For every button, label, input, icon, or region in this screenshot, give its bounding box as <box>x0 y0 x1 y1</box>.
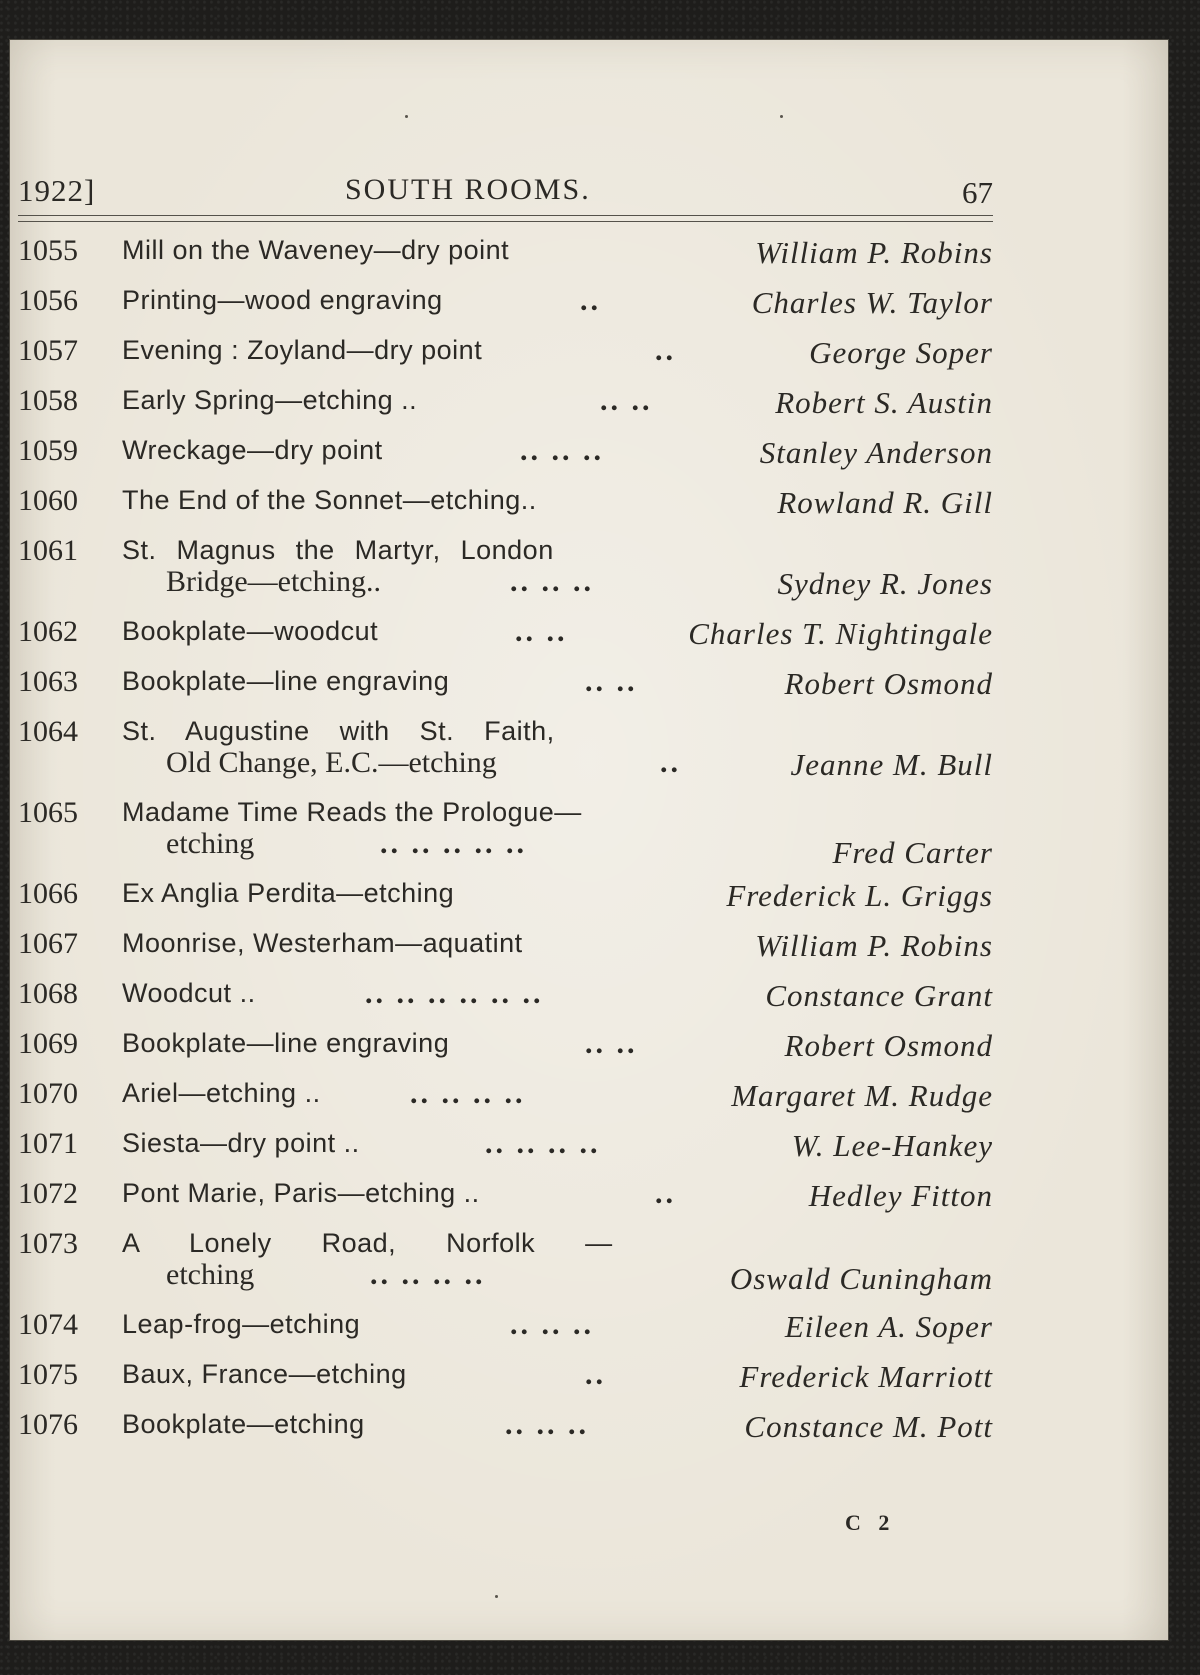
entry-title: St. Magnus the Martyr, London <box>122 535 554 565</box>
entry-title: Moonrise, Westerham—aquatint <box>122 928 523 958</box>
entry-number: 1076 <box>18 1408 78 1441</box>
entry-artist: Robert Osmond <box>784 1028 993 1063</box>
entry-artist: Margaret M. Rudge <box>731 1078 993 1113</box>
header-year: 1922] <box>18 173 96 208</box>
page-number: 67 <box>962 175 993 210</box>
entry-title: A Lonely Road, Norfolk — <box>122 1228 613 1258</box>
catalogue-entry <box>10 1027 995 1063</box>
entry-title: The End of the Sonnet—etching.. <box>122 485 537 515</box>
catalogue-entry <box>10 1227 995 1296</box>
ink-speck <box>405 115 408 118</box>
entry-title: Baux, France—etching <box>122 1359 407 1389</box>
entry-title-continuation: etching <box>166 1258 255 1291</box>
catalogue-entry <box>10 927 995 963</box>
entry-number: 1070 <box>18 1077 78 1110</box>
entry-number: 1071 <box>18 1127 78 1160</box>
leader-dots: .. .. <box>585 1027 638 1060</box>
entry-number: 1072 <box>18 1177 78 1210</box>
entry-number: 1055 <box>18 234 78 267</box>
catalogue-entry <box>10 1408 995 1444</box>
catalogue-entry <box>10 796 995 870</box>
entry-title-continuation: etching <box>166 827 255 860</box>
leader-dots: .. .. .. .. <box>370 1258 486 1291</box>
entry-title: Pont Marie, Paris—etching .. <box>122 1178 480 1208</box>
entry-artist: Oswald Cuningham <box>729 1261 993 1296</box>
header-rule-top <box>18 215 993 216</box>
catalogue-entry <box>10 484 995 520</box>
ink-speck <box>495 1595 498 1598</box>
entry-number: 1068 <box>18 977 78 1010</box>
leader-dots: .. .. <box>600 384 653 417</box>
entry-artist: W. Lee-Hankey <box>791 1128 993 1163</box>
entry-number: 1064 <box>18 715 78 748</box>
entry-artist: William P. Robins <box>755 928 993 963</box>
entry-title: Early Spring—etching .. <box>122 385 418 415</box>
leader-dots: .. .. <box>515 615 568 648</box>
entry-artist: George Soper <box>809 335 993 370</box>
leader-dots: .. .. .. <box>505 1408 589 1441</box>
header-rule-bottom <box>18 221 993 222</box>
signature-mark: C 2 <box>845 1510 896 1535</box>
catalogue-entry <box>10 434 995 470</box>
catalogue-entry <box>10 334 995 370</box>
entry-artist: Robert S. Austin <box>775 385 993 420</box>
catalogue-entry <box>10 1077 995 1113</box>
catalogue-entry <box>10 284 995 320</box>
leader-dots: .. <box>580 284 601 317</box>
leader-dots: .. .. .. .. <box>485 1127 601 1160</box>
catalogue-entry <box>10 1127 995 1163</box>
entry-title: Mill on the Waveney—dry point <box>122 235 510 265</box>
entry-artist: Eileen A. Soper <box>784 1309 993 1344</box>
entry-number: 1062 <box>18 615 78 648</box>
entry-artist: William P. Robins <box>755 235 993 270</box>
entry-number: 1056 <box>18 284 78 317</box>
entry-number: 1057 <box>18 334 78 367</box>
entry-artist: Rowland R. Gill <box>777 485 993 520</box>
entry-number: 1063 <box>18 665 78 698</box>
leader-dots: .. .. .. .. .. .. <box>365 977 544 1010</box>
entry-title: St. Augustine with St. Faith, <box>122 716 555 746</box>
leader-dots: .. .. .. .. .. <box>380 827 527 860</box>
catalogue-entry <box>10 384 995 420</box>
catalogue-entry <box>10 534 995 601</box>
leader-dots: .. .. .. <box>520 434 604 467</box>
entry-title: Siesta—dry point .. <box>122 1128 360 1158</box>
entry-artist: Sydney R. Jones <box>777 566 993 601</box>
catalogue-entry <box>10 877 995 913</box>
catalogue-entry <box>10 615 995 651</box>
entry-title: Bookplate—line engraving <box>122 1028 450 1058</box>
entry-number: 1066 <box>18 877 78 910</box>
entry-title: Wreckage—dry point <box>122 435 383 465</box>
leader-dots: .. <box>585 1358 606 1391</box>
entry-title: Bookplate—etching <box>122 1409 365 1439</box>
entry-artist: Jeanne M. Bull <box>790 747 993 782</box>
entry-title-continuation: Bridge—etching.. <box>166 565 381 598</box>
entry-title: Printing—wood engraving <box>122 285 443 315</box>
entry-artist: Constance Grant <box>765 978 993 1013</box>
entry-title: Bookplate—line engraving <box>122 666 450 696</box>
catalogue-entry <box>10 977 995 1013</box>
entry-title: Leap-frog—etching <box>122 1309 361 1339</box>
entry-title-continuation: Old Change, E.C.—etching <box>166 746 497 779</box>
entry-number: 1061 <box>18 534 78 567</box>
catalogue-list <box>10 235 995 1459</box>
entry-number: 1065 <box>18 796 78 829</box>
entry-title: Ariel—etching .. <box>122 1078 321 1108</box>
entry-number: 1069 <box>18 1027 78 1060</box>
running-header <box>10 165 995 215</box>
entry-number: 1073 <box>18 1227 78 1260</box>
entry-number: 1074 <box>18 1308 78 1341</box>
page-title: SOUTH ROOMS. <box>345 173 591 206</box>
catalogue-entry <box>10 1177 995 1213</box>
entry-number: 1058 <box>18 384 78 417</box>
ink-speck <box>780 115 783 118</box>
leader-dots: .. <box>660 746 681 779</box>
entry-artist: Robert Osmond <box>784 666 993 701</box>
catalogue-entry <box>10 665 995 701</box>
entry-artist: Frederick L. Griggs <box>726 878 993 913</box>
entry-title: Bookplate—woodcut <box>122 616 379 646</box>
leader-dots: .. .. .. <box>510 1308 594 1341</box>
entry-title: Evening : Zoyland—dry point <box>122 335 483 365</box>
entry-artist: Charles W. Taylor <box>751 285 993 320</box>
entry-number: 1059 <box>18 434 78 467</box>
catalogue-entry <box>10 1308 995 1344</box>
entry-title: Woodcut .. <box>122 978 256 1008</box>
entry-number: 1067 <box>18 927 78 960</box>
leader-dots: .. .. <box>585 665 638 698</box>
entry-artist: Charles T. Nightingale <box>688 616 993 651</box>
catalogue-entry <box>10 234 995 270</box>
entry-artist: Hedley Fitton <box>808 1178 993 1213</box>
catalogue-entry <box>10 715 995 782</box>
book-page <box>10 40 1168 1640</box>
entry-artist: Frederick Marriott <box>739 1359 993 1394</box>
leader-dots: .. <box>655 334 676 367</box>
leader-dots: .. <box>655 1177 676 1210</box>
entry-number: 1075 <box>18 1358 78 1391</box>
entry-title: Madame Time Reads the Prologue— <box>122 797 582 827</box>
entry-artist: Stanley Anderson <box>759 435 993 470</box>
entry-number: 1060 <box>18 484 78 517</box>
catalogue-entry <box>10 1358 995 1394</box>
entry-artist: Constance M. Pott <box>744 1409 993 1444</box>
leader-dots: .. .. .. .. <box>410 1077 526 1110</box>
entry-title: Ex Anglia Perdita—etching <box>122 878 455 908</box>
entry-artist: Fred Carter <box>832 835 993 870</box>
leader-dots: .. .. .. <box>510 565 594 598</box>
